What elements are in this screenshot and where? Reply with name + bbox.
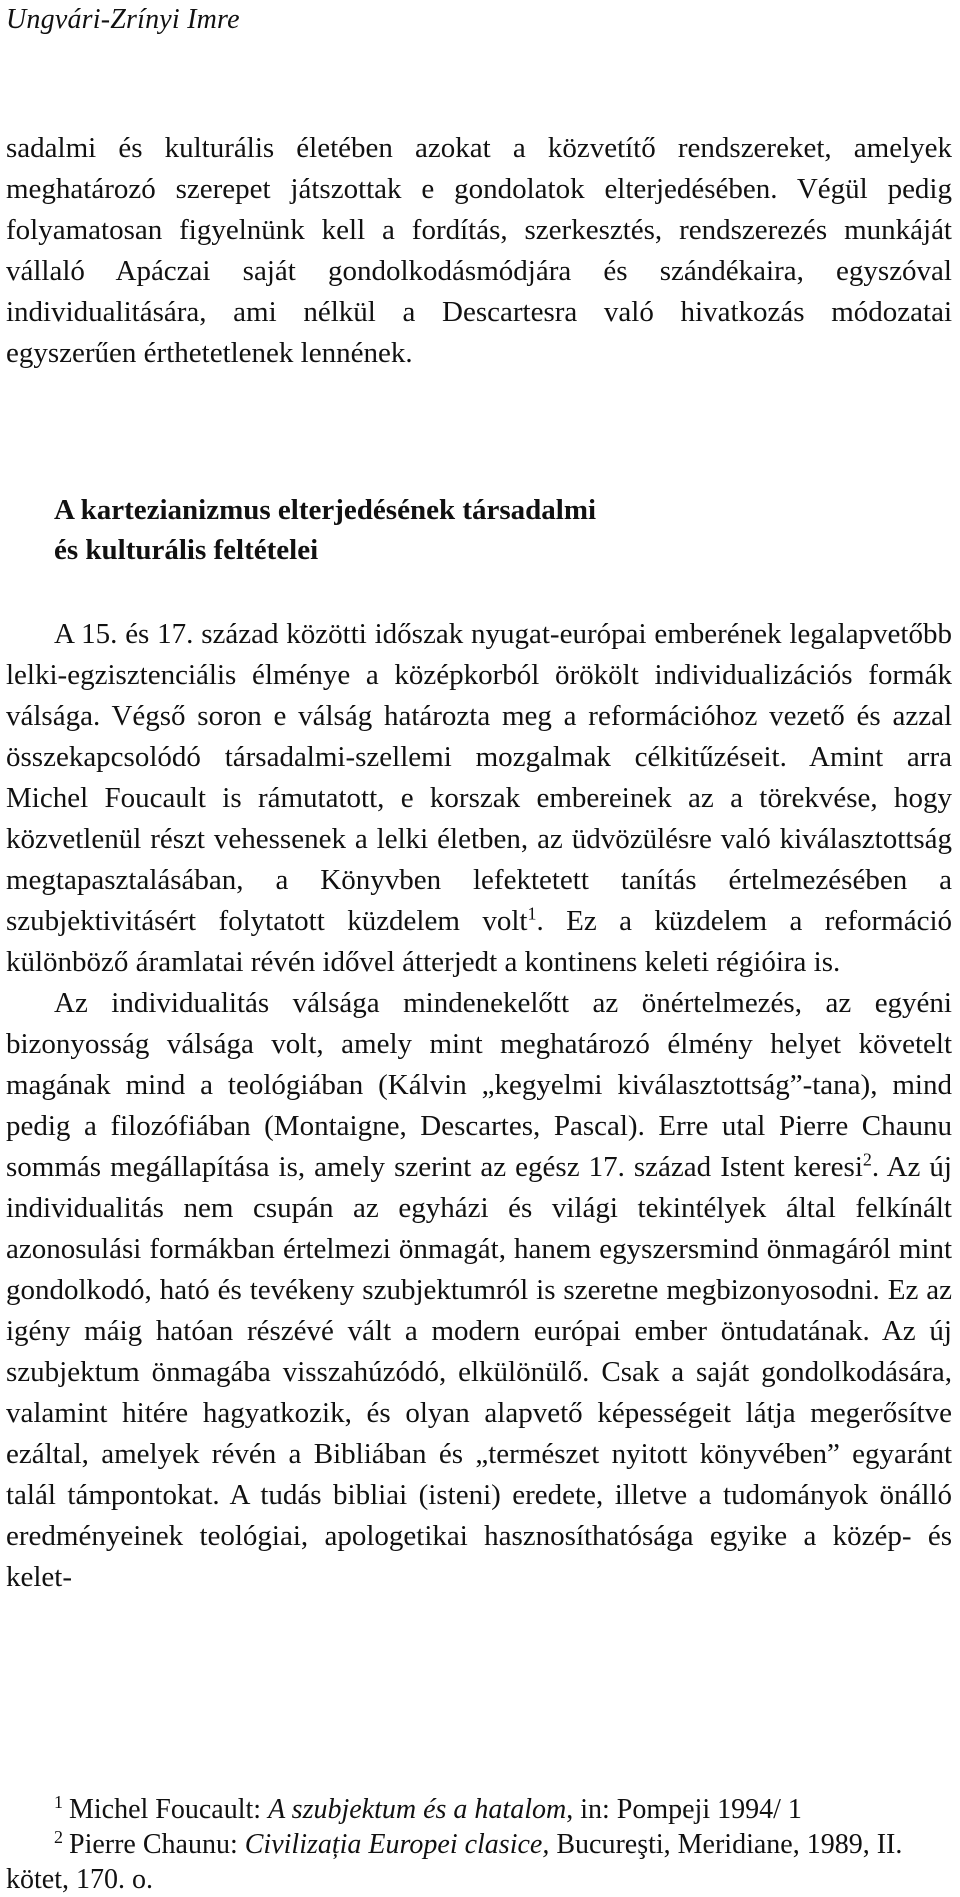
paragraph-2 [6,614,952,983]
footnotes [6,1792,952,1897]
paragraph-2-text-end: . Ez a küzdelem a reformáció különböző áramlatai révén idővel átterjedt a kontinens keleti régióira is. [6,905,953,978]
section-heading-line-2: és kulturális feltételei [54,534,319,566]
paragraph-2-text: A 15. és 17. század közötti időszak nyugat-európai emberének legalapvetőbb lelki-egzisztenciális élménye a középkorból örökölt individualizációs formák válsága. Végső soron e válság határozta meg a reformációhoz vezető és azzal összekapcsolódó társadalmi-szellemi mozgalmak célkitűzéseit. Amint arra Michel Foucault is rámutatott, e korszak embereinek az a törekvése, hogy közvetlenül részt vehessenek a lelki életben, az üdvözülésre való kiválasztottság megtapasztalásában, a Könyvben lefektetett tanítás értelmezésében a szubjektivitásért folytatott küzdelem volt [6,618,952,937]
footnote-title: A szubjektum és a hatalom [268,1794,567,1825]
section-heading-line-1: A kartezianizmus elterjedésének társadalmi [54,494,597,526]
section-body [6,614,952,1598]
footnote-author: Michel Foucault: [69,1794,269,1825]
paragraph-1: sadalmi és kulturális életében azokat a közvetítő rendszereket, amelyek meghatározó szerepet játszottak e gondolatok elterjedésében. Végül pedig folyamatosan figyelnünk kell a fordítás, szerkesztés, rendszerezés munkáját vállaló Apáczai saját gondolkodásmódjára és szándékaira, egyszóval individualitására, ami nélkül a Descartesra való hivatkozás módozatai egyszerűen érthetetlenek lennének. [6,132,952,369]
footnote-number: 1 [54,1791,63,1812]
footnote-source: , in: Pompeji 1994/ 1 [566,1794,802,1825]
footnote-number: 2 [54,1826,63,1847]
running-head: Ungvári-Zrínyi Imre [6,4,240,35]
footnote-source: Bucureşti, Meridiane, 1989, II. kötet, 170. o. [6,1829,903,1895]
footnote-ref-2[interactable]: 2 [862,1149,872,1170]
footnote-2 [6,1827,952,1897]
section-heading [54,490,934,570]
footnote-1 [6,1792,952,1827]
footnote-ref-1[interactable]: 1 [527,903,537,924]
paragraph-3-text-end: . Az új individualitás nem csupán az egyházi és világi tekintélyek által felkínált azonosulási formákban értelmezi önmagát, hanem egyszersmind önmagáról mint gondolkodó, ható és tevékeny szubjektumról is szeretne megbizonyosodni. Ez az igény máig hatóan részévé vált a modern európai ember öntudatának. Az új szubjektum önmagába visszahúzódó, elkülönülő. Csak a saját gondolkodására, valamint hitére hagyatkozik, és olyan alapvető képességeit látja megerősítve ezáltal, amelyek révén a Bibliában és „természet nyitott könyvében” egyaránt talál támpontokat. A tudás bibliai (isteni) eredete, illetve a tudományok önálló eredményeinek teológiai, apologetikai hasznosíthatósága egyike a közép- és kelet- [6,1151,952,1593]
footnote-author: Pierre Chaunu: [69,1829,245,1860]
footnote-title: Civilizația Europei clasice, [244,1829,550,1860]
paragraph-3-text: Az individualitás válsága mindenekelőtt az önértelmezés, az egyéni bizonyosság válsága volt, amely mint meghatározó élmény helyet követelt magának mind a teológiában (Kálvin „kegyelmi kiválasztottság”-tana), mind pedig a filozófiában (Montaigne, Descartes, Pascal). Erre utal Pierre Chaunu sommás megállapítása is, amely szerint az egész 17. század Istent keresi [6,987,952,1183]
paragraph-3 [6,983,952,1598]
